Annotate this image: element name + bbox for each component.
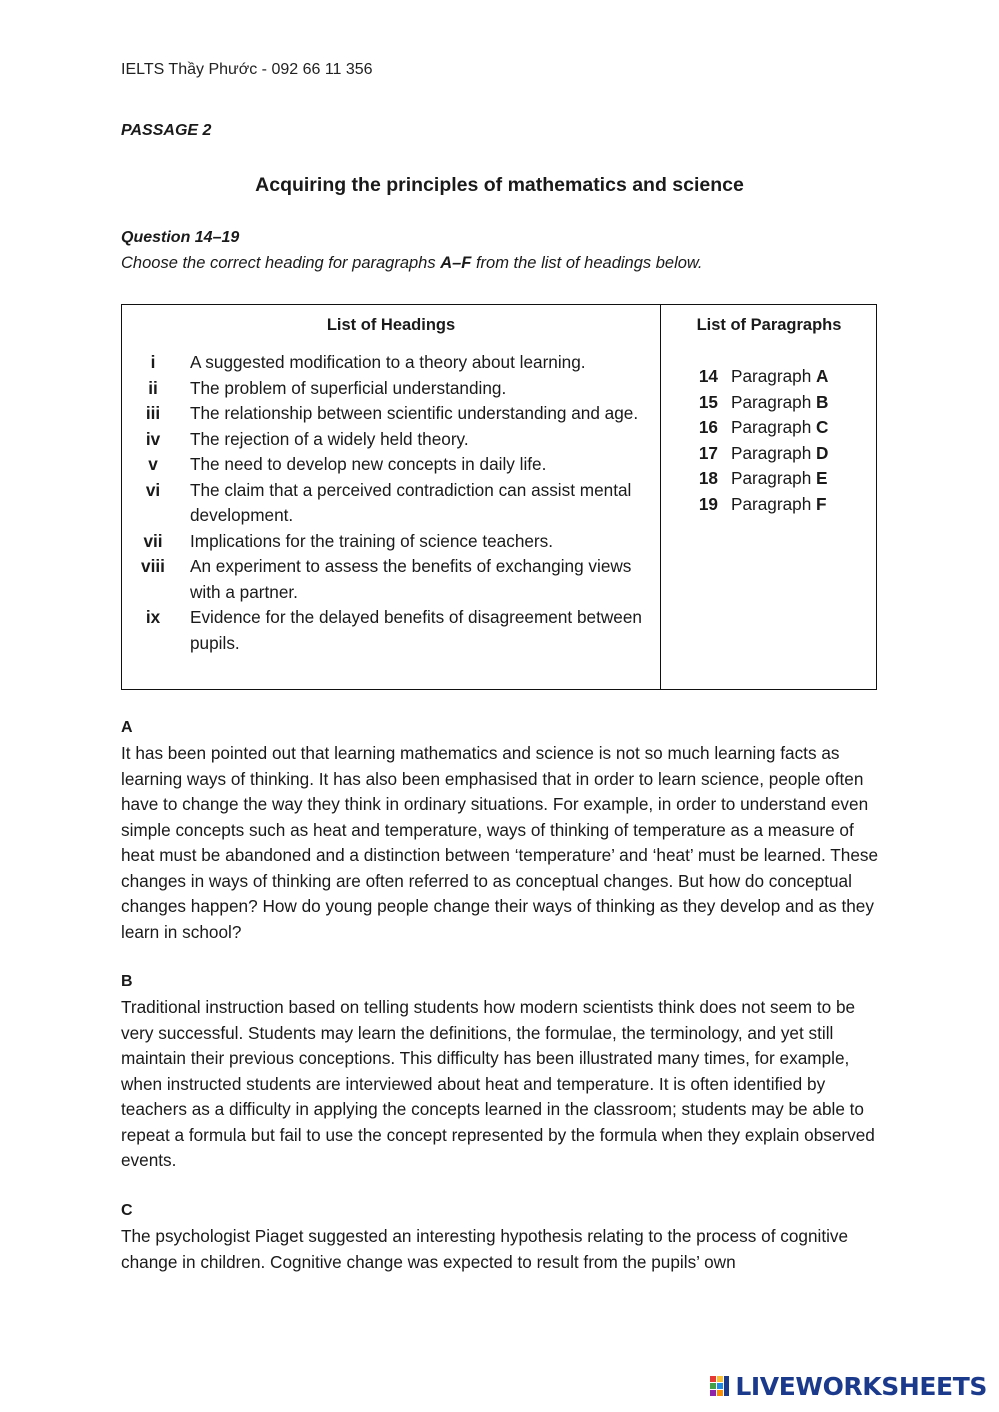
- question-range: Question 14–19: [121, 229, 240, 246]
- paragraph-item: [696, 492, 828, 518]
- heading-item: [122, 554, 652, 605]
- paragraph-word: Paragraph: [731, 493, 812, 514]
- headings-list-title: List of Headings: [326, 316, 456, 334]
- passage-label: PASSAGE 2: [121, 122, 212, 139]
- heading-text: An experiment to assess the benefits of exchanging views with a partner.: [190, 556, 632, 602]
- instruction-text-start: Choose the correct heading for paragraphs: [121, 254, 441, 272]
- heading-item: [122, 427, 652, 453]
- heading-text: A suggested modification to a theory about learning.: [190, 352, 586, 372]
- paragraph-letter: F: [816, 493, 827, 514]
- paragraph-word: Paragraph: [731, 391, 812, 412]
- paragraph-word: Paragraph: [731, 468, 812, 488]
- paragraph-item: [696, 390, 828, 416]
- headings-list: [122, 350, 652, 656]
- question-number: 19: [698, 493, 718, 514]
- headings-table: [121, 304, 877, 690]
- paragraphs-list: [696, 364, 828, 517]
- paragraph-item: [696, 415, 828, 441]
- paragraph-item: [696, 466, 828, 492]
- liveworksheets-logo-text: LIVEWORKSHEETS: [735, 1372, 987, 1401]
- heading-item: [122, 605, 652, 656]
- table-divider: [660, 305, 661, 689]
- heading-item: [122, 376, 652, 402]
- heading-item: [122, 529, 652, 555]
- heading-numeral: vii: [143, 530, 163, 551]
- question-number: 14: [698, 366, 718, 386]
- section-text-c: The psychologist Piaget suggested an interesting hypothesis relating to the process of cognitive change in children. Cognitive change was expected to result from the pupils’ own: [121, 1226, 849, 1272]
- paragraph-letter: D: [816, 442, 829, 463]
- paragraph-letter: C: [816, 417, 829, 437]
- paragraph-word: Paragraph: [731, 417, 812, 437]
- heading-numeral: i: [150, 352, 156, 372]
- paragraph-letter: B: [816, 391, 829, 412]
- section-text-b: Traditional instruction based on telling students how modern scientists think does not seem to be very successful. Students may learn the definitions, the formulae, the terminology, and yet still maintain their previous conceptions. This difficulty has been illustrated many times, for example, when instructed students are interviewed about heat and temperature. It is often identified by teachers as a difficulty in applying the concepts learned in the classroom; students may be able to repeat a formula but fail to use the concept represented by the formula when they explain observed events.: [121, 997, 875, 1170]
- heading-text: Implications for the training of science teachers.: [190, 530, 554, 551]
- passage-title: Acquiring the principles of mathematics and science: [255, 174, 744, 196]
- paragraph-letter: A: [816, 366, 829, 386]
- heading-text: The claim that a perceived contradiction can assist mental development.: [190, 479, 632, 525]
- heading-numeral: ix: [145, 607, 161, 627]
- heading-item: [122, 350, 652, 376]
- header-contact-line: IELTS Thầy Phước - 092 66 11 356: [121, 61, 373, 78]
- heading-numeral: viii: [141, 556, 165, 576]
- heading-numeral: iii: [145, 403, 161, 423]
- section-letter-b: B: [121, 973, 133, 990]
- heading-text: The rejection of a widely held theory.: [190, 428, 469, 449]
- heading-item: [122, 478, 652, 529]
- instruction-paragraph-range: A–F: [440, 254, 472, 272]
- paragraph-word: Paragraph: [731, 442, 812, 463]
- heading-text: The need to develop new concepts in daily life.: [190, 454, 547, 474]
- section-letter-c: C: [121, 1202, 133, 1219]
- heading-text: The relationship between scientific understanding and age.: [190, 403, 639, 423]
- section-text-a: It has been pointed out that learning mathematics and science is not so much learning facts as learning ways of thinking. It has also been emphasised that in order to learn science, people often have to change the way they think in ordinary situations. For example, in order to understand even simple concepts such as heat and temperature, ways of thinking of temperature as a measure of heat must be abandoned and a distinction between ‘temperature’ and ‘heat’ must be learned. These changes in ways of thinking are often referred to as conceptual changes. But how do conceptual changes happen? How do young people change their ways of thinking as they develop and as they learn in school?: [121, 743, 879, 942]
- question-number: 17: [698, 442, 718, 463]
- paragraph-item: [696, 364, 828, 390]
- liveworksheets-mark-icon: [710, 1374, 732, 1400]
- paragraph-word: Paragraph: [731, 366, 812, 386]
- section-letter-a: A: [121, 719, 133, 736]
- heading-numeral: vi: [145, 479, 161, 500]
- heading-text: Evidence for the delayed benefits of disagreement between pupils.: [190, 607, 642, 653]
- heading-item: [122, 452, 652, 478]
- liveworksheets-logo: [710, 1372, 987, 1401]
- question-number: 16: [698, 417, 718, 437]
- heading-numeral: iv: [145, 428, 161, 449]
- paragraph-item: [696, 441, 828, 467]
- heading-numeral: ii: [148, 377, 158, 398]
- heading-numeral: v: [148, 454, 158, 474]
- instruction-text-end: from the list of headings below.: [471, 254, 703, 272]
- heading-text: The problem of superficial understanding.: [190, 377, 507, 398]
- question-number: 15: [698, 391, 718, 412]
- question-number: 18: [698, 468, 718, 488]
- question-instruction: [121, 254, 703, 273]
- paragraphs-list-title: List of Paragraphs: [696, 316, 842, 334]
- heading-item: [122, 401, 652, 427]
- paragraph-letter: E: [816, 468, 828, 488]
